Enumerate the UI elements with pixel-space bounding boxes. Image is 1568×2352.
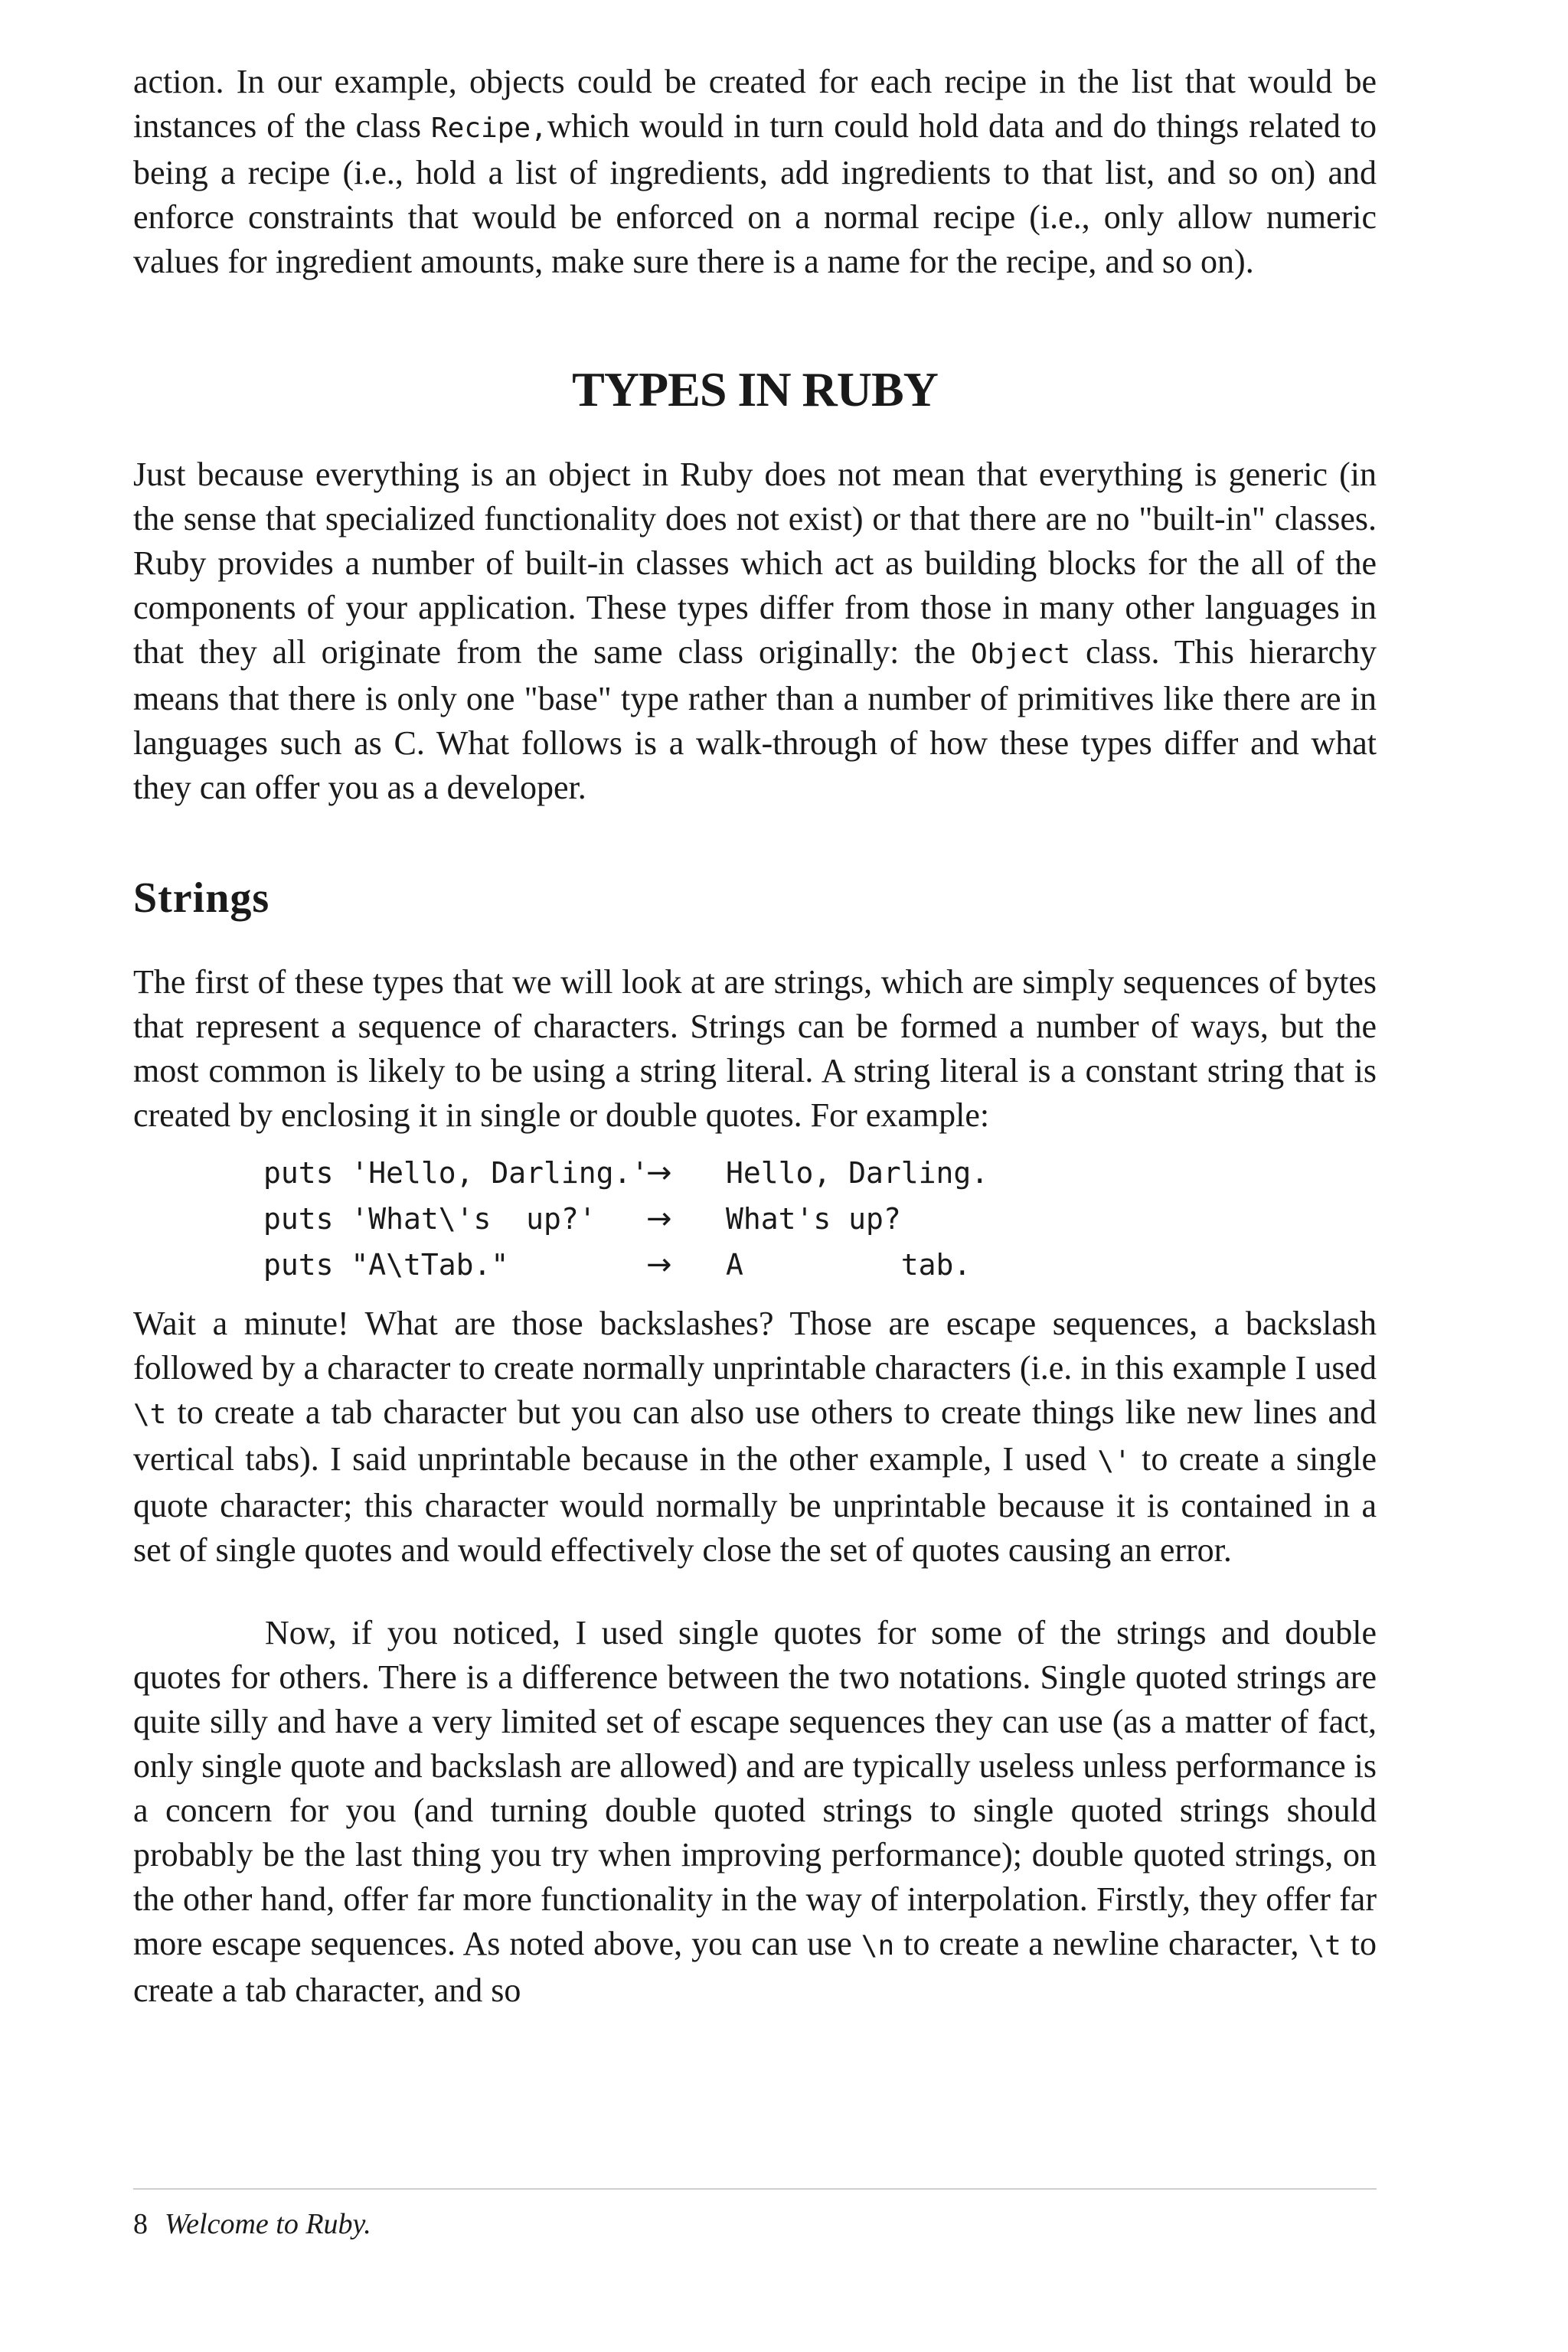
escape-text-3: to create a single quote character; this character would normally be unprintable because it is contained in a set of single quotes and would effectively close the set of quotes causing an error. [133,1440,1377,1569]
arrow-icon: → [646,1155,672,1191]
strings-heading: Strings [133,874,270,922]
page-footer [133,2188,1377,2243]
code-source: puts 'Hello, Darling.' [263,1156,649,1190]
page-number: 8 [133,2208,148,2240]
code-row [263,1150,1377,1196]
quotes-paragraph [133,1611,1377,2013]
intro-paragraph [133,60,1377,284]
quotes-text-1: Now, if you noticed, I used single quotes for some of the strings and double quotes for others. There is a difference between the two notations. Single quoted strings are quite silly and have a very limited set of escape sequences they can use (as a matter of fact, only single quote and backslash are allowed) and are typically useless unless performance is a concern for you (and turning double quoted strings to single quoted strings should probably be the last thing you try when improving performance); double quoted strings, on the other hand, offer far more functionality in the way of interpolation. Firstly, they offer far more escape sequences. As noted above, you can use [133,1614,1377,1962]
quote-escape-code: \' [1097,1446,1131,1477]
types-text-1: Just because everything is an object in Ruby does not mean that everything is generic (in the sense that specialized functionality does not exist) or that there are no "built-in" classes. Ruby provides a number of built-in classes which act as building blocks for the all of the components of your application. These types differ from those in many other languages in that they all originate from the same class originally: the [133,456,1377,671]
types-text-2: class. This hierarchy means that there is only one "base" type rather than a number of primitives like there are in languages such as C. What follows is a walk-through of how these types differ and what they can offer you as a developer. [133,633,1377,806]
escape-text-1: Wait a minute! What are those backslashes? Those are escape sequences, a backslash followed by a character to create normally unprintable characters (i.e. in this example I used [133,1305,1377,1387]
footer-title: Welcome to Ruby. [165,2208,371,2240]
types-paragraph [133,452,1377,810]
arrow-icon: → [646,1247,672,1282]
code-output: What's up? [726,1202,901,1236]
code-source: puts "A\tTab." [263,1248,509,1282]
strings-paragraph: The first of these types that we will look at are strings, which are simply sequences of bytes that represent a sequence of characters. Strings can be formed a number of ways, but the most common is likely to be using a string literal. A string literal is a constant string that is created by enclosing it in single or double quotes. For example: [133,963,1377,1134]
quotes-text-2: to create a newline character, [894,1925,1308,1962]
tab-escape-code: \t [133,1399,167,1430]
code-output: Hello, Darling. [726,1156,989,1190]
code-row [263,1196,1377,1242]
quotes-text-3: to create a tab character, and so [133,1925,1377,2009]
intro-text-1: action. In our example, objects could be created for each recipe in the list that would be instances of the class [133,63,1377,145]
code-example [263,1150,1377,1288]
recipe-class-code: Recipe, [431,113,547,144]
code-output: A tab. [726,1248,972,1282]
page-body [133,60,1377,2013]
arrow-icon: → [646,1201,672,1236]
tab-escape-code-2: \t [1308,1930,1341,1962]
section-heading: TYPES IN RUBY [572,362,938,416]
footer-text [133,2205,1377,2243]
escape-text-2: to create a tab character but you can also use others to create things like new lines and vertical tabs). I said unprintable because in the other example, I used [133,1393,1377,1478]
intro-text-2: which would in turn could hold data and do things related to being a recipe (i.e., hold a list of ingredients, add ingredients to that list, and so on) and enforce constraints that would be enforced on a normal recipe (i.e., only allow numeric values for ingredient amounts, make sure there is a name for the recipe, and so on). [133,107,1377,280]
object-class-code: Object [971,639,1071,670]
escape-paragraph [133,1302,1377,1573]
newline-escape-code: \n [861,1930,895,1962]
code-row [263,1242,1377,1288]
code-source: puts 'What\'s up?' [263,1202,596,1236]
